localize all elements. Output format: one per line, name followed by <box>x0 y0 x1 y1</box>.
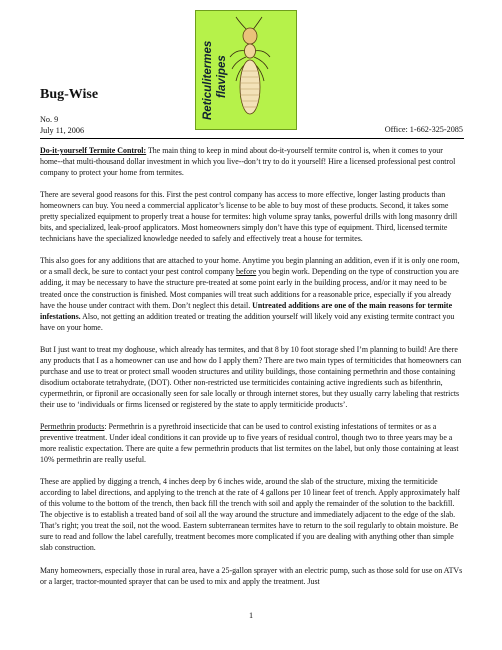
issue-date: July 11, 2006 <box>40 126 85 135</box>
paragraph-doghouse: But I just want to treat my doghouse, which already has termites, and that 8 by 10 foot storage shed I’m planning to build! Are there any products that I as a homeowner can use and how do I apply them? There are two main types of termiticides that homeowners can purchase and use to treat or protect small wooden structures and utility buildings, those containing permethrin and those containing disodium octaborate tetrahydrate, (DOT). Other non-restricted use termiticides containing active ingredients such as bifenthrin, cypermethrin, or fipronil are occasionally seen for sale locally or through internet stores, but they usually carry labeling that restricts their use to ‘individuals or firms licensed or registered by the state to apply termiticide products’. <box>40 344 462 409</box>
paragraph-application: These are applied by digging a trench, 4 inches deep by 6 inches wide, around the slab of the structure, mixing the termiticide according to label directions, and applying to the trench at the rate of 4 gallons per 10 linear feet of trench. Apply approximately half of this volume to the bottom of the trench, then back fill the trench with soil and apply the remainder of the solution to the backfill. The objective is to establish a treated band of soil all the way around the structure and immediately adjacent to the edge of the slab. That’s right; you treat the soil, not the wood. Eastern subterranean termites have to return to the soil regularly to obtain moisture. Be sure to read and follow the label carefully, treatment becomes more complicated if you are dealing with anything other than simple slab construction. <box>40 477 460 553</box>
paragraph-reasons: There are several good reasons for this. First the pest control company has access to more effective, longer lasting products than homeowners can buy. You need a commercial applicator’s license to be able to buy most of these products. Second, it takes some pretty specialized equipment to properly treat a house for termites: high volume spray tanks, powerful drills with long masonry drill bits, and specialized, leak-proof applicators. Most homeowners simply don’t have this type of equipment. Third, licensed termite technicians have the specialized knowledge needed to safely and effectively treat a house for termites. <box>40 190 458 244</box>
newsletter-title: Bug-Wise <box>40 87 99 102</box>
subheading-permethrin: Permethrin products <box>40 421 105 431</box>
logo-genus: Reticulitermes <box>202 40 214 120</box>
header-divider <box>40 138 464 139</box>
paragraph-intro: Do-it-yourself Termite Control: The main thing to keep in mind about do-it-yourself termite control is, when it comes to your home--that multi-thousand dollar investment in which you live--don’t try to do it yourself! Hire a licensed professional pest control company to protect your home from termites. <box>40 146 456 178</box>
logo-species-name <box>202 12 236 124</box>
article-body <box>40 145 465 598</box>
logo-species: flavipes <box>216 55 228 98</box>
office-phone: Office: 1-662-325-2085 <box>384 125 463 134</box>
issue-number: No. 9 <box>40 115 59 124</box>
section-heading: Do-it-yourself Termite Control: <box>40 146 147 155</box>
paragraph-sprayer: Many homeowners, especially those in rural area, have a 25-gallon sprayer with an electric pump, such as those sold for use on ATVs or a larger, tractor-mounted sprayer that can be used to mix and apply the treatment. Just <box>40 565 463 586</box>
paragraph-permethrin: Permethrin products: Permethrin is a pyrethroid insecticide that can be used to control existing infestations of termites or as a preventive treatment. Under ideal conditions it can provide up to five years of residual control, though two to three years may be a more realistic expectation. There are quite a few permethrin products that list termites on the label, but only those containing at least 10% permethrin are really useful. <box>40 421 459 465</box>
paragraph-additions: This also goes for any additions that are attached to your home. Anytime you begin planning an addition, even if it is only one room, or a small deck, be sure to contact your pest control company before you begin work. Depending on the type of construction you are adding, it may be necessary to have the structure pre-treated at some point early in the building process, and/or it may need to be treated once the construction is finished. Most companies will treat such additions for a reasonable price, especially if you already have the house under contract with them. Don’t neglect this detail. Untreated additions are one of the main reasons for termite infestations. Also, not getting an addition treated or treating the addition yourself will likely void any existing termite contract you have on your home. <box>40 256 460 332</box>
page-number: 1 <box>248 611 254 620</box>
